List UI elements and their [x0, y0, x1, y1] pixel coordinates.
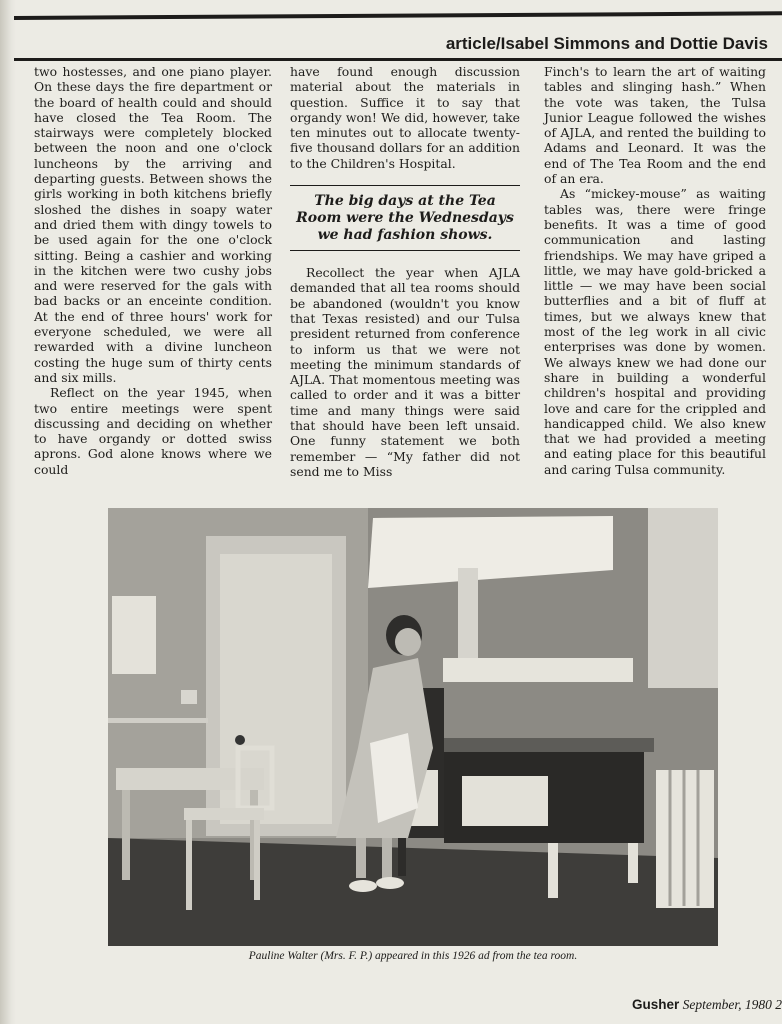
text-column-1 [34, 64, 272, 477]
kitchen-photo [108, 508, 718, 946]
pull-quote: The big days at the Tea Room were the Wednesdays we had fashion shows. [290, 185, 520, 251]
paragraph: two hostesses, and one piano player. On these days the fire department or the board of health could and should have closed the Tea Room. The stairways were completely blocked between the noon and one o'clock luncheons by the arriving and departing guests. Between shows the girls working in both kitchens briefly sloshed the dishes in soapy water and dried them with dingy towels to be used again for the one o'clock sitting. Being a cashier and working in the kitchen were two cushy jobs and were reserved for the gals with bad backs or an enceinte condition. At the end of three hours' work for everyone scheduled, we were all rewarded with a divine luncheon costing the huge sum of thirty cents and six mills. [34, 64, 272, 385]
page-footer [632, 997, 782, 1013]
header-rule [14, 58, 782, 61]
photo-caption: Pauline Walter (Mrs. F. P.) appeared in this 1926 ad from the tea room. [248, 950, 578, 962]
page-number: 2 [775, 997, 782, 1012]
text-column-2 [290, 64, 520, 479]
issue-date: September, 1980 [682, 997, 772, 1012]
paragraph: As “mickey-mouse” as waiting tables was, there were fringe benefits. It was a time of good communication and lasting friendships. We may have griped a little, we may have gold-bricked a little — we may have been social butterflies and a bit of fluff at times, but we always knew that most of the leg work in all civic enterprises was done by women. We always knew we had done our share in building a wonderful children's hospital and providing love and care for the crippled and handicapped child. We also knew that we had provided a meeting and eating place for this beautiful and caring Tulsa community. [544, 186, 766, 477]
text-column-3 [544, 64, 766, 477]
paragraph: Finch's to learn the art of waiting tables and slinging hash.” When the vote was taken, the Tulsa Junior League followed the wishes of AJLA, and rented the building to Adams and Leonard. It was the end of The Tea Room and the end of an era. [544, 64, 766, 187]
top-rule [14, 11, 782, 20]
paragraph: have found enough discussion material about the materials in question. Suffice it to say that organdy won! We did, however, take ten minutes out to allocate twenty-five thousand dollars for an addition to the Children's Hospital. [290, 64, 520, 171]
page-fold-shadow [0, 0, 16, 1024]
magazine-name: Gusher [632, 997, 680, 1012]
paragraph: Recollect the year when AJLA demanded that all tea rooms should be abandoned (wouldn't you know that Texas resisted) and our Tulsa president returned from conference to inform us that we were not meeting the minimum standards of AJLA. That momentous meeting was called to order and it was a bitter time and many things were said that should have been left unsaid. One funny statement we both remember — “My father did not send me to Miss [290, 265, 520, 479]
paragraph: Reflect on the year 1945, when two entire meetings were spent discussing and deciding on whether to have organdy or dotted swiss aprons. God alone knows where we could [34, 385, 272, 477]
kitchen-photo-illustration [108, 508, 718, 946]
article-byline: article/Isabel Simmons and Dottie Davis [445, 34, 768, 53]
